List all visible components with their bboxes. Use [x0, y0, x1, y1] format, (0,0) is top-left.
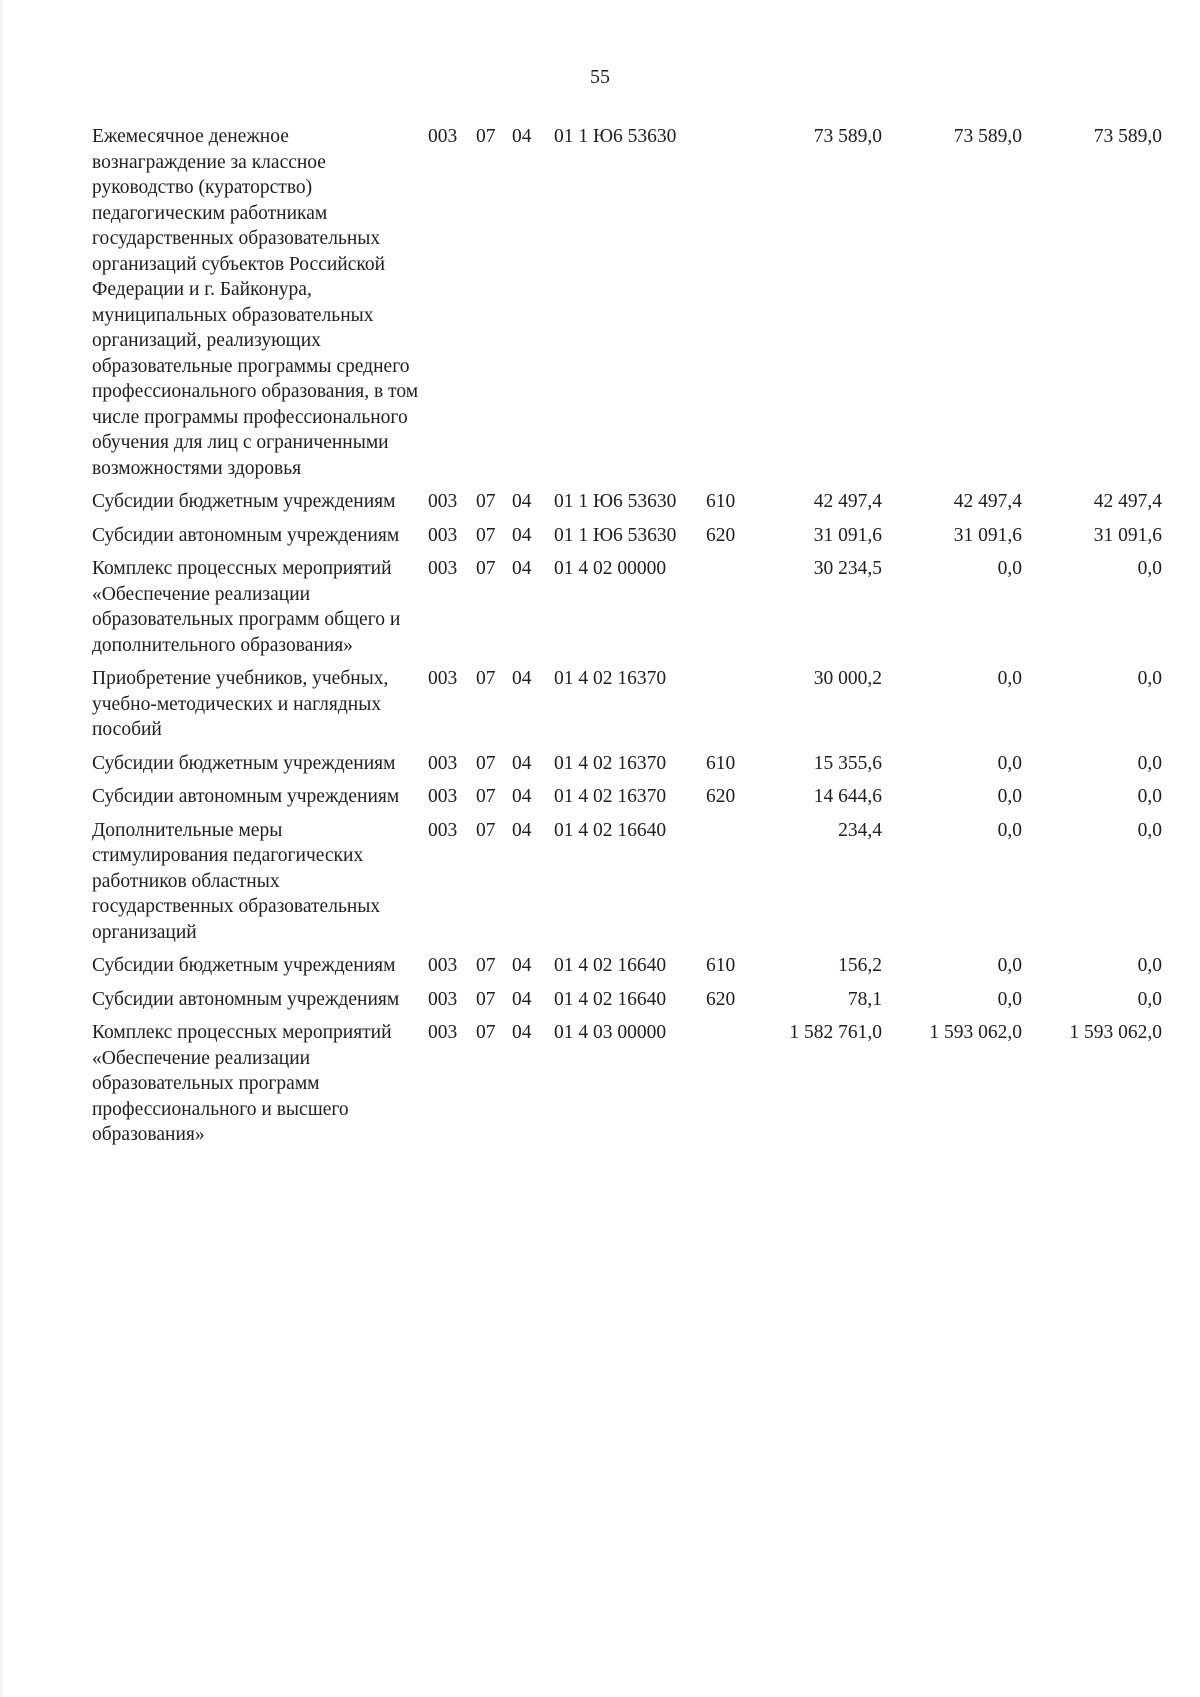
subsection-code: 04 — [512, 558, 532, 579]
table-row — [92, 818, 1162, 946]
amount-year-1: 30 000,2 — [813, 668, 882, 689]
ministry-code: 003 — [428, 786, 458, 807]
row-description: Комплекс процессных мероприятий «Обеспечение реализации образовательных программ общего и дополнительного образования» — [92, 558, 401, 656]
ministry-code: 003 — [428, 491, 458, 512]
row-description: Субсидии автономным учреждениям — [92, 988, 400, 1010]
table-row — [92, 666, 1162, 743]
subsection-code: 04 — [512, 988, 532, 1010]
ministry-code: 003 — [428, 524, 458, 546]
scan-edge-shadow — [0, 0, 6, 1697]
section-code: 07 — [476, 668, 496, 689]
amount-year-3: 42 497,4 — [1093, 491, 1162, 512]
amount-year-3: 0,0 — [1137, 752, 1162, 774]
subsection-code: 04 — [512, 819, 532, 841]
target-article-code: 01 4 03 00000 — [554, 1022, 667, 1043]
section-code: 07 — [476, 955, 496, 976]
subsection-code: 04 — [512, 786, 532, 807]
ministry-code: 003 — [428, 558, 458, 579]
amount-year-2: 0,0 — [997, 955, 1022, 976]
target-article-code: 01 4 02 16370 — [554, 752, 667, 774]
row-description: Дополнительные меры стимулирования педагогических работников областных государственных образовательных организаций — [92, 819, 381, 943]
table-row — [92, 953, 1162, 979]
amount-year-1: 73 589,0 — [813, 126, 882, 147]
amount-year-2: 31 091,6 — [953, 524, 1022, 546]
target-article-code: 01 1 Ю6 53630 — [554, 491, 677, 512]
amount-year-3: 0,0 — [1137, 668, 1162, 689]
subsection-code: 04 — [512, 524, 532, 546]
row-description: Субсидии автономным учреждениям — [92, 786, 400, 807]
subsection-code: 04 — [512, 1022, 532, 1043]
expense-type-code: 620 — [706, 988, 736, 1010]
amount-year-2: 0,0 — [997, 988, 1022, 1010]
amount-year-1: 234,4 — [838, 819, 882, 841]
row-description: Субсидии бюджетным учреждениям — [92, 955, 396, 976]
row-description: Приобретение учебников, учебных, учебно-методических и наглядных пособий — [92, 668, 389, 740]
expense-type-code: 610 — [706, 955, 736, 976]
table-row — [92, 751, 1162, 777]
section-code: 07 — [476, 752, 496, 774]
amount-year-3: 31 091,6 — [1093, 524, 1162, 546]
row-description: Ежемесячное денежное вознаграждение за классное руководство (кураторство) педагогическим работникам государственных образовательных организаций субъектов Российской Федерации и г. Байконура, муниципальных образовательных организаций, реализующих образовательные программы среднего профессионального образования, в том числе программы профессионального обучения для лиц с ограниченными возможностями здоровья — [92, 126, 419, 479]
amount-year-1: 78,1 — [847, 988, 882, 1010]
target-article-code: 01 4 02 16370 — [554, 668, 667, 689]
table-row — [92, 556, 1162, 658]
amount-year-2: 1 593 062,0 — [929, 1022, 1022, 1043]
amount-year-2: 0,0 — [997, 752, 1022, 774]
subsection-code: 04 — [512, 955, 532, 976]
amount-year-2: 0,0 — [997, 819, 1022, 841]
ministry-code: 003 — [428, 752, 458, 774]
page-number: 55 — [590, 66, 610, 88]
amount-year-1: 42 497,4 — [813, 491, 882, 512]
expense-type-code: 610 — [706, 491, 736, 512]
amount-year-2: 0,0 — [997, 668, 1022, 689]
amount-year-2: 73 589,0 — [953, 126, 1022, 147]
row-description: Субсидии бюджетным учреждениям — [92, 752, 396, 774]
target-article-code: 01 4 02 16640 — [554, 988, 667, 1010]
target-article-code: 01 4 02 16640 — [554, 819, 667, 841]
amount-year-1: 14 644,6 — [813, 786, 882, 807]
amount-year-3: 0,0 — [1137, 819, 1162, 841]
amount-year-1: 31 091,6 — [813, 524, 882, 546]
table-row — [92, 489, 1162, 515]
budget-table — [92, 124, 1162, 1156]
ministry-code: 003 — [428, 126, 458, 147]
subsection-code: 04 — [512, 491, 532, 512]
section-code: 07 — [476, 524, 496, 546]
section-code: 07 — [476, 491, 496, 512]
row-description: Субсидии автономным учреждениям — [92, 524, 400, 546]
amount-year-1: 156,2 — [838, 955, 882, 976]
table-row — [92, 124, 1162, 481]
ministry-code: 003 — [428, 955, 458, 976]
subsection-code: 04 — [512, 668, 532, 689]
table-row — [92, 784, 1162, 810]
table-row — [92, 987, 1162, 1013]
ministry-code: 003 — [428, 668, 458, 689]
ministry-code: 003 — [428, 988, 458, 1010]
target-article-code: 01 4 02 16640 — [554, 955, 667, 976]
amount-year-2: 0,0 — [997, 558, 1022, 579]
target-article-code: 01 1 Ю6 53630 — [554, 126, 677, 147]
amount-year-2: 42 497,4 — [953, 491, 1022, 512]
target-article-code: 01 4 02 00000 — [554, 558, 667, 579]
section-code: 07 — [476, 988, 496, 1010]
target-article-code: 01 1 Ю6 53630 — [554, 524, 677, 546]
amount-year-3: 0,0 — [1137, 558, 1162, 579]
amount-year-2: 0,0 — [997, 786, 1022, 807]
subsection-code: 04 — [512, 126, 532, 147]
amount-year-3: 0,0 — [1137, 786, 1162, 807]
amount-year-3: 0,0 — [1137, 955, 1162, 976]
section-code: 07 — [476, 1022, 496, 1043]
ministry-code: 003 — [428, 1022, 458, 1043]
expense-type-code: 620 — [706, 524, 736, 546]
row-description: Комплекс процессных мероприятий «Обеспечение реализации образовательных программ профессионального и высшего образования» — [92, 1022, 392, 1145]
amount-year-1: 15 355,6 — [813, 752, 882, 774]
section-code: 07 — [476, 558, 496, 579]
subsection-code: 04 — [512, 752, 532, 774]
section-code: 07 — [476, 819, 496, 841]
ministry-code: 003 — [428, 819, 458, 841]
expense-type-code: 610 — [706, 752, 736, 774]
amount-year-3: 1 593 062,0 — [1069, 1022, 1162, 1043]
amount-year-3: 0,0 — [1137, 988, 1162, 1010]
section-code: 07 — [476, 786, 496, 807]
amount-year-3: 73 589,0 — [1093, 126, 1162, 147]
amount-year-1: 1 582 761,0 — [789, 1022, 882, 1043]
section-code: 07 — [476, 126, 496, 147]
expense-type-code: 620 — [706, 786, 736, 807]
amount-year-1: 30 234,5 — [813, 558, 882, 579]
table-row — [92, 523, 1162, 549]
row-description: Субсидии бюджетным учреждениям — [92, 491, 396, 512]
table-row — [92, 1020, 1162, 1148]
target-article-code: 01 4 02 16370 — [554, 786, 667, 807]
